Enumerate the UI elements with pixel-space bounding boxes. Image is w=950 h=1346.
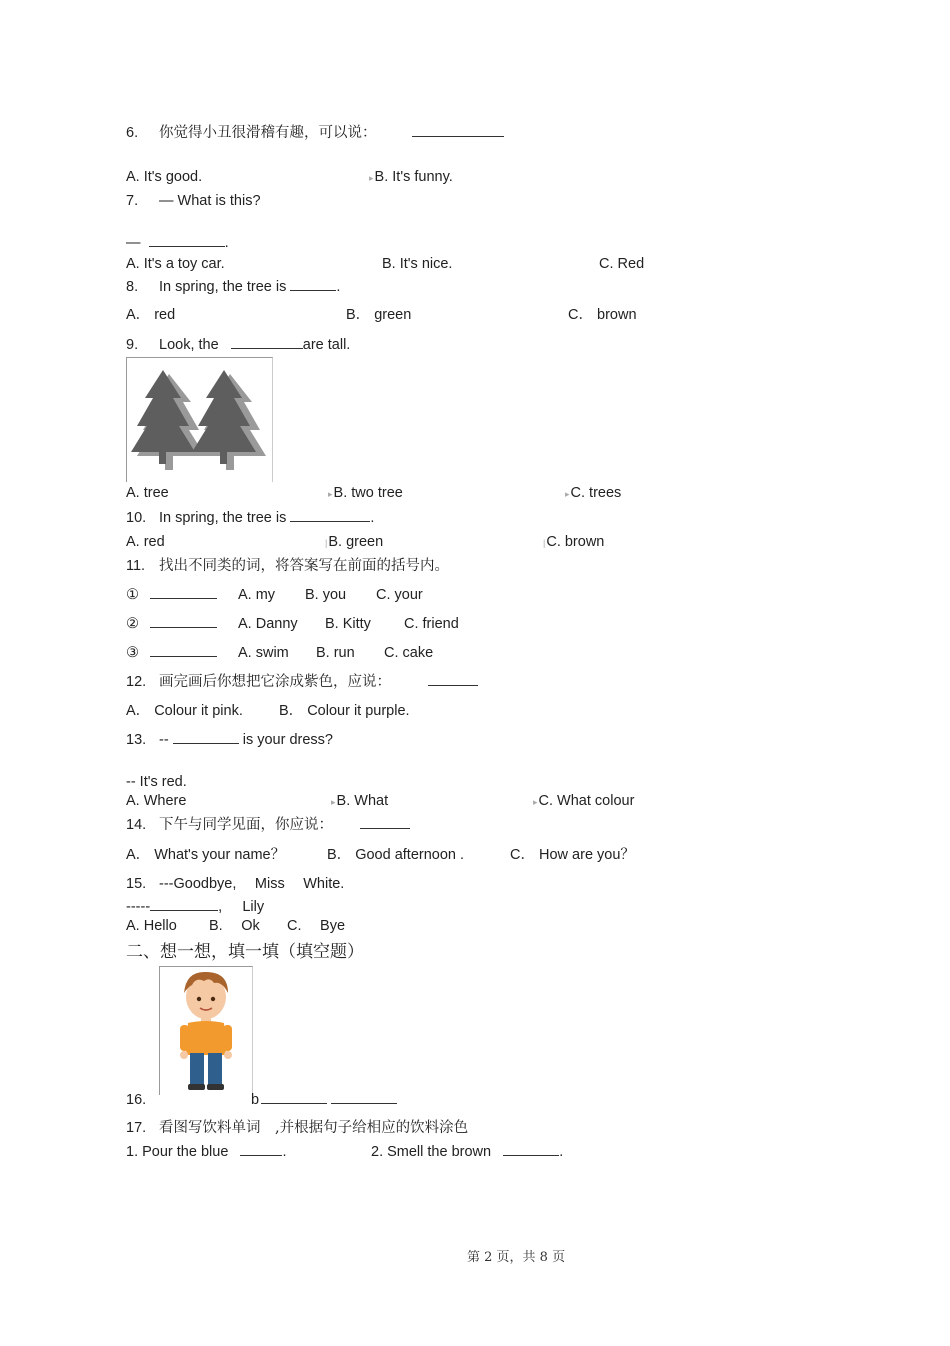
q6-blank bbox=[412, 124, 504, 142]
q12-blank bbox=[428, 673, 478, 691]
q13-option-c: C. What colour bbox=[538, 793, 635, 809]
q8-option-b: B． green bbox=[346, 307, 412, 323]
q13-option-c-row bbox=[533, 792, 634, 811]
q11-row3-c: C. cake bbox=[384, 645, 434, 661]
trees-image bbox=[126, 357, 273, 482]
q11-row1-a: A. my bbox=[238, 587, 276, 603]
q17-item1: 1. Pour the blue . bbox=[126, 1144, 287, 1160]
q13-question: -- is your dress? bbox=[159, 732, 333, 748]
q9-number: 9. bbox=[126, 337, 139, 353]
bar-mark-icon: | bbox=[543, 538, 546, 548]
q12-text: 画完画后你想把它涂成紫色，应说： bbox=[159, 674, 391, 690]
q13-option-b: B. What bbox=[336, 793, 389, 809]
arrow-mark-icon: ▸ bbox=[565, 489, 570, 499]
q11-row2-blank bbox=[150, 615, 217, 633]
q6-number: 6. bbox=[126, 125, 139, 141]
q6-text: 你觉得小丑很滑稽有趣，可以说： bbox=[159, 125, 377, 141]
q11-row1-c: C. your bbox=[376, 587, 423, 603]
q14-text: 下午与同学见面，你应说： bbox=[159, 817, 333, 833]
q6-option-b-row bbox=[369, 168, 453, 187]
q8-text: In spring, the tree is bbox=[159, 279, 287, 295]
q12-number: 12. bbox=[126, 674, 147, 690]
q9-option-c: C. trees bbox=[570, 485, 622, 501]
q16-answer: b bbox=[251, 1091, 397, 1109]
q10-option-c-row bbox=[543, 533, 604, 552]
q7-number: 7. bbox=[126, 193, 139, 209]
boy-figure-icon bbox=[160, 967, 252, 1095]
q15-number: 15. bbox=[126, 876, 147, 892]
q11-row3-a: A. swim bbox=[238, 645, 289, 661]
q17-number: 17. bbox=[126, 1120, 147, 1136]
q13-answer: -- It's red. bbox=[126, 774, 187, 790]
q10-number: 10. bbox=[126, 510, 147, 526]
q11-number: 11. bbox=[126, 558, 146, 574]
q8-number: 8. bbox=[126, 279, 139, 295]
q14-blank bbox=[360, 816, 410, 834]
arrow-mark-icon: ▸ bbox=[331, 797, 336, 807]
q12-option-b: B． Colour it purple. bbox=[279, 703, 410, 719]
q7-option-a: A. It's a toy car. bbox=[126, 256, 225, 272]
q7-option-c: C. Red bbox=[599, 256, 645, 272]
q11-row2-c: C. friend bbox=[404, 616, 459, 632]
q8-option-a: A． red bbox=[126, 307, 176, 323]
q10-option-b-row bbox=[325, 533, 383, 552]
q10-question: In spring, the tree is . bbox=[159, 510, 375, 526]
q9-option-b-row bbox=[328, 484, 403, 503]
q15-option-c: C. Bye bbox=[287, 918, 346, 934]
q11-row2-b: B. Kitty bbox=[325, 616, 371, 632]
q9-question: Look, the are tall. bbox=[159, 337, 351, 353]
q7-dash: — bbox=[126, 235, 141, 251]
arrow-mark-icon: ▸ bbox=[328, 489, 333, 499]
q16-number: 16. bbox=[126, 1092, 147, 1108]
q8-option-c: C． brown bbox=[568, 307, 637, 323]
q15-option-a: A. Hello bbox=[126, 918, 177, 934]
q11-row1-blank bbox=[150, 586, 217, 604]
q15-text: ---Goodbye, Miss White. bbox=[159, 876, 345, 892]
q12-option-a: A． Colour it pink. bbox=[126, 703, 243, 719]
q11-text: 找出不同类的词，将答案写在前面的括号内。 bbox=[159, 558, 449, 574]
q6-option-a: A. It's good. bbox=[126, 169, 203, 185]
q17-item2: 2. Smell the brown . bbox=[371, 1144, 564, 1160]
q11-row3-b: B. run bbox=[316, 645, 355, 661]
q7-answer-line: — . bbox=[126, 235, 229, 251]
q11-row3-mark: ③ bbox=[126, 645, 139, 661]
two-trees-icon bbox=[127, 358, 272, 482]
q10-option-a: A. red bbox=[126, 534, 165, 550]
q11-row1-mark: ① bbox=[126, 587, 139, 603]
q11-row3-blank bbox=[150, 644, 217, 662]
section2-title: 二、想一想，填一填（填空题） bbox=[126, 942, 364, 962]
boy-image bbox=[159, 966, 253, 1095]
q13-option-b-row bbox=[331, 792, 388, 811]
q10-option-b: B. green bbox=[328, 534, 384, 550]
bar-mark-icon: | bbox=[325, 538, 328, 548]
q11-row2-a: A. Danny bbox=[238, 616, 298, 632]
q11-row1-b: B. you bbox=[305, 587, 347, 603]
q11-row2-mark: ② bbox=[126, 616, 139, 632]
q14-option-a: A． What's your name？ bbox=[126, 847, 286, 863]
q14-option-c: C． How are you？ bbox=[510, 847, 635, 863]
q9-option-a: A. tree bbox=[126, 485, 169, 501]
page-footer: 第 2 页，共 8 页 bbox=[467, 1250, 566, 1265]
q13-number: 13. bbox=[126, 732, 147, 748]
arrow-mark-icon: ▸ bbox=[533, 797, 538, 807]
q9-option-b: B. two tree bbox=[333, 485, 403, 501]
q14-option-b: B． Good afternoon . bbox=[327, 847, 465, 863]
q10-option-c: C. brown bbox=[546, 534, 605, 550]
q7-text: — What is this? bbox=[159, 193, 261, 209]
q8-question: In spring, the tree is . bbox=[159, 279, 341, 295]
q7-option-b: B. It's nice. bbox=[382, 256, 453, 272]
q14-number: 14. bbox=[126, 817, 147, 833]
q9-option-c-row bbox=[565, 484, 621, 503]
q13-option-a: A. Where bbox=[126, 793, 187, 809]
q15-option-b: B. Ok bbox=[209, 918, 260, 934]
q6-option-b: B. It's funny. bbox=[374, 169, 453, 185]
q15-reply: ----- , Lily bbox=[126, 899, 265, 915]
arrow-mark-icon: ▸ bbox=[369, 173, 374, 183]
q17-text: 看图写饮料单词 ,并根据句子给相应的饮料涂色 bbox=[159, 1120, 469, 1136]
